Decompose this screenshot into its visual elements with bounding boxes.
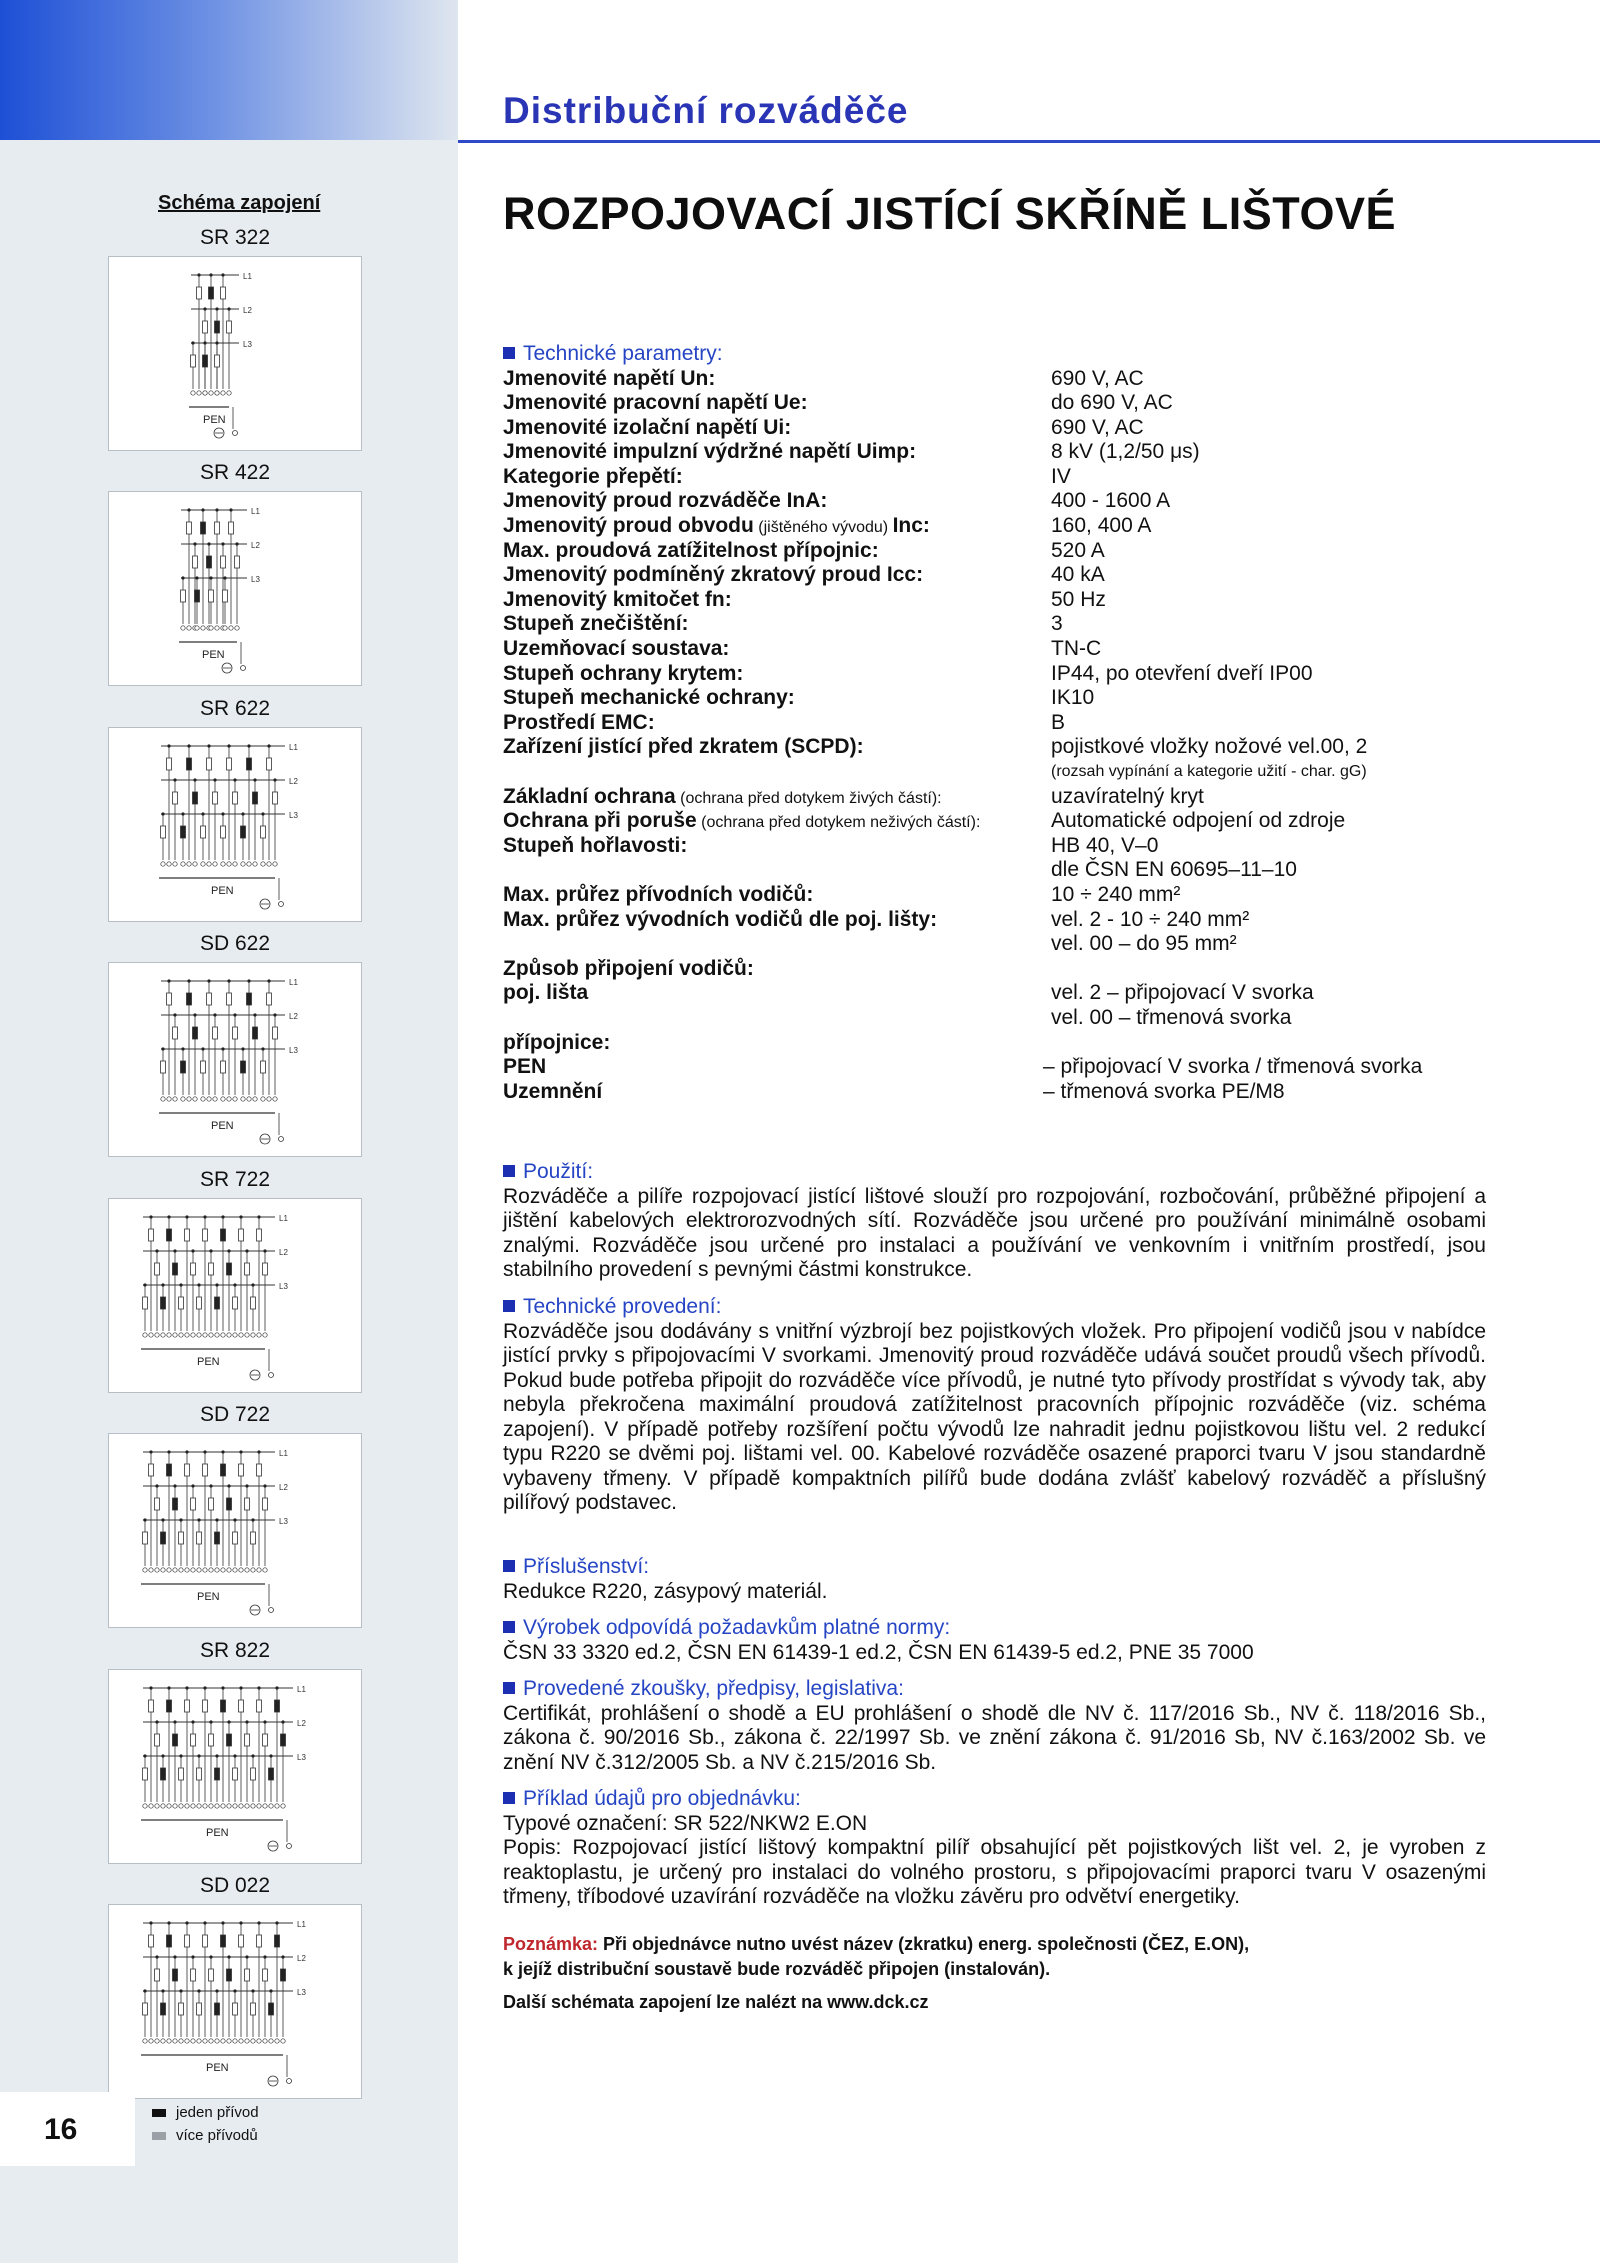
- header-rule: [458, 140, 1600, 143]
- parameter-row: [503, 588, 1553, 613]
- parameters-table: [503, 367, 1553, 1105]
- parameter-row: [503, 711, 1553, 736]
- parameter-value: 50 Hz: [1051, 587, 1106, 611]
- line-label: L3: [289, 1046, 298, 1055]
- pen-label: PEN: [197, 1591, 220, 1603]
- parameter-label: Stupeň mechanické ochrany:: [503, 686, 795, 710]
- parameter-value: vel. 00 – třmenová svorka: [1051, 1005, 1292, 1029]
- section-priklad: [503, 1787, 1486, 1910]
- line-label: L2: [297, 1719, 306, 1728]
- parameter-row: [503, 735, 1553, 760]
- parameter-label: Uzemnění: [503, 1079, 603, 1103]
- schema-name: SR 422: [199, 461, 271, 484]
- section-heading: Technické provedení:: [503, 1295, 1486, 1320]
- parameter-value: (rozsah vypínání a kategorie užití - char. gG): [1051, 763, 1367, 780]
- parameter-value: IP44, po otevření dveří IP00: [1051, 661, 1313, 685]
- parameter-label: Prostředí EMC:: [503, 710, 655, 734]
- parameter-value: – třmenová svorka PE/M8: [1043, 1079, 1285, 1103]
- parameter-row: [503, 809, 1553, 834]
- line-label: L1: [243, 272, 252, 281]
- line-label: L1: [279, 1214, 288, 1223]
- parameters-heading: Technické parametry:: [503, 342, 1553, 367]
- legend-swatch-single: [152, 2109, 166, 2117]
- parameter-value: IV: [1051, 464, 1071, 488]
- parameter-row: [503, 1031, 1553, 1056]
- parameter-value: vel. 2 – připojovací V svorka: [1051, 981, 1314, 1005]
- line-label: L3: [279, 1517, 288, 1526]
- line-label: L1: [297, 1920, 306, 1929]
- section-text: Certifikát, prohlášení o shodě a EU prohlášení o shodě dle NV č. 117/2016 Sb., NV č. 118/2016 Sb., zákona č. 90/2016 Sb., zákona č. 22/1997 Sb. ve znění zákona č. 91/2016 Sb, NV č.163/2002 Sb. ve znění NV č.312/2005 Sb. a NV č.215/2016 Sb.: [503, 1701, 1486, 1774]
- parameter-value: – připojovací V svorka / třmenová svorka: [1043, 1055, 1423, 1079]
- pen-label: PEN: [211, 1120, 234, 1132]
- bullet-square-icon: [503, 1682, 515, 1694]
- parameter-row: [503, 612, 1553, 637]
- parameter-value: Automatické odpojení od zdroje: [1051, 809, 1346, 833]
- wiring-diagram-svg: [109, 257, 361, 450]
- parameter-value: do 690 V, AC: [1051, 391, 1173, 415]
- line-label: L2: [279, 1483, 288, 1492]
- line-label: L3: [279, 1282, 288, 1291]
- parameter-label: přípojnice:: [503, 1030, 611, 1054]
- section-text: Popis: Rozpojovací jistící lištový kompaktní pilíř obsahující pět pojistkových lišt vel. 2, je vyroben z reaktoplastu, je určený pro instalaci do volného prostoru, s připojovacími praporci tvaru V osazenými třmeny, tříbodové uzavírání rozváděče na vložku závěru pro odvětví energetiky.: [503, 1836, 1486, 1908]
- technical-parameters: [503, 342, 1553, 1104]
- parameter-label: PEN: [503, 1055, 547, 1079]
- parameter-value: 160, 400 A: [1051, 514, 1152, 538]
- line-label: L3: [243, 340, 252, 349]
- wiring-diagram: [108, 256, 362, 451]
- section-heading: Příklad údajů pro objednávku:: [503, 1787, 1486, 1812]
- line-label: L2: [289, 777, 298, 786]
- line-label: L2: [289, 1012, 298, 1021]
- parameter-value: HB 40, V–0: [1051, 833, 1159, 857]
- wiring-diagram-svg: [109, 1199, 361, 1392]
- line-label: L3: [289, 811, 298, 820]
- line-label: L1: [251, 507, 260, 516]
- parameter-row: [503, 686, 1553, 711]
- parameter-value: TN-C: [1051, 637, 1102, 661]
- parameter-label: Stupeň hořlavosti:: [503, 833, 688, 857]
- legend-label: jeden přívod: [176, 2104, 259, 2121]
- line-label: L3: [297, 1753, 306, 1762]
- wiring-diagram-svg: [109, 1905, 361, 2098]
- parameter-value: dle ČSN EN 60695–11–10: [1051, 858, 1297, 882]
- parameter-label: Základní ochrana (ochrana před dotykem živých částí):: [503, 784, 942, 808]
- parameter-label: Stupeň ochrany krytem:: [503, 661, 744, 685]
- line-label: L2: [251, 541, 260, 550]
- parameter-row: [503, 883, 1553, 908]
- bullet-square-icon: [503, 1560, 515, 1572]
- note-line: Při objednávce nutno uvést název (zkratku) energ. společnosti (ČEZ, E.ON),: [598, 1934, 1250, 1954]
- pen-label: PEN: [211, 885, 234, 897]
- parameter-row: [503, 416, 1553, 441]
- parameter-value: 10 ÷ 240 mm²: [1051, 882, 1181, 906]
- header-gradient-bar: [0, 0, 458, 140]
- parameter-row: [503, 539, 1553, 564]
- section-text: ČSN 33 3320 ed.2, ČSN EN 61439-1 ed.2, ČSN EN 61439-5 ed.2, PNE 35 7000: [503, 1640, 1254, 1664]
- legend-item-single: [152, 2104, 259, 2121]
- parameter-row: [503, 1006, 1553, 1031]
- parameter-row: [503, 563, 1553, 588]
- wiring-diagram-svg: [109, 1434, 361, 1627]
- parameter-value: 8 kV (1,2/50 μs): [1051, 440, 1200, 464]
- wiring-diagram: [108, 962, 362, 1157]
- wiring-diagram: [108, 727, 362, 922]
- parameter-label: Jmenovité napětí Un:: [503, 366, 716, 390]
- parameter-label: Uzemňovací soustava:: [503, 637, 730, 661]
- parameter-label: poj. lišta: [503, 981, 589, 1005]
- line-label: L2: [279, 1248, 288, 1257]
- parameter-row: [503, 391, 1553, 416]
- wiring-diagram: [108, 491, 362, 686]
- parameter-row: [503, 785, 1553, 810]
- website-note: Další schémata zapojení lze nalézt na www.dck.cz: [503, 1992, 929, 2012]
- line-label: L3: [297, 1988, 306, 1997]
- wiring-diagram-svg: [109, 728, 361, 921]
- section-title: Distribuční rozváděče: [503, 90, 909, 131]
- section-text: Rozváděče a pilíře rozpojovací jistící lištové slouží pro rozpojování, rozbočování, průběžné připojení a jištění kabelových elektrorozvodných sítí. Rozváděče jsou určené pro používání minimálně osobami znalými. Rozváděče jsou určené pro instalaci a používání ve venkovním i vnitřním prostředí, jsou stabilního provedení s pevnými částmi konstrukce.: [503, 1184, 1486, 1281]
- parameter-label: Jmenovité impulzní výdržné napětí Uimp:: [503, 440, 917, 464]
- parameter-row: [503, 834, 1553, 859]
- parameter-value: pojistkové vložky nožové vel.00, 2: [1051, 735, 1368, 759]
- parameter-row: [503, 367, 1553, 392]
- parameter-row: [503, 465, 1553, 490]
- parameter-value: B: [1051, 710, 1066, 734]
- section-heading: Použití:: [503, 1160, 1486, 1185]
- legend-label: více přívodů: [176, 2127, 258, 2144]
- line-label: L2: [297, 1954, 306, 1963]
- pen-label: PEN: [203, 414, 226, 426]
- wiring-diagram-svg: [109, 492, 361, 685]
- schema-name: SD 022: [199, 1874, 271, 1897]
- line-label: L1: [289, 743, 298, 752]
- parameter-label: Max. průřez přívodních vodičů:: [503, 882, 814, 906]
- wiring-diagram: [108, 1669, 362, 1864]
- parameter-row: [503, 637, 1553, 662]
- parameter-value: 690 V, AC: [1051, 415, 1144, 439]
- parameter-label: Stupeň znečištění:: [503, 612, 689, 636]
- bullet-square-icon: [503, 1165, 515, 1177]
- wiring-diagram-svg: [109, 963, 361, 1156]
- parameter-row: [503, 981, 1553, 1006]
- bullet-square-icon: [503, 1300, 515, 1312]
- order-type-line: Typové označení: SR 522/NKW2 E.ON: [503, 1811, 868, 1835]
- parameter-label: Jmenovitý proud rozváděče InA:: [503, 489, 828, 513]
- parameter-row: [503, 514, 1553, 539]
- parameter-value: 40 kA: [1051, 563, 1105, 587]
- section-heading: Příslušenství:: [503, 1555, 1486, 1580]
- section-heading: Výrobek odpovídá požadavkům platné normy:: [503, 1616, 1486, 1641]
- parameter-label: Jmenovité izolační napětí Ui:: [503, 415, 792, 439]
- parameter-label: Max. průřez vývodních vodičů dle poj. lišty:: [503, 907, 938, 931]
- parameter-value: vel. 00 – do 95 mm²: [1051, 932, 1237, 956]
- section-text: Redukce R220, zásypový materiál.: [503, 1579, 828, 1603]
- parameter-row: [503, 489, 1553, 514]
- bullet-square-icon: [503, 1621, 515, 1633]
- line-label: L2: [243, 306, 252, 315]
- parameter-row: [503, 957, 1553, 982]
- parameter-value: IK10: [1051, 686, 1095, 710]
- schema-name: SR 322: [199, 226, 271, 249]
- wiring-diagram: [108, 1904, 362, 2099]
- section-normy: [503, 1616, 1486, 1665]
- pen-label: PEN: [197, 1356, 220, 1368]
- section-zkousky: [503, 1677, 1486, 1775]
- parameter-label: Jmenovité pracovní napětí Ue:: [503, 391, 808, 415]
- parameter-label: Kategorie přepětí:: [503, 464, 683, 488]
- line-label: L1: [297, 1685, 306, 1694]
- parameter-value: 400 - 1600 A: [1051, 489, 1171, 513]
- pen-label: PEN: [206, 2062, 229, 2074]
- note-label: Poznámka:: [503, 1934, 599, 1954]
- bullet-square-icon: [503, 347, 515, 359]
- parameter-label: Jmenovitý proud obvodu (jištěného vývodu) Inc:: [503, 514, 930, 538]
- bullet-square-icon: [503, 1792, 515, 1804]
- schema-name: SD 622: [199, 932, 271, 955]
- parameter-label: Jmenovitý podmíněný zkratový proud Icc:: [503, 563, 924, 587]
- section-heading: Provedené zkoušky, předpisy, legislativa:: [503, 1677, 1486, 1702]
- pen-label: PEN: [206, 1827, 229, 1839]
- section-prislusenstvi: [503, 1555, 1486, 1604]
- parameter-value: 690 V, AC: [1051, 366, 1144, 390]
- legend-item-multiple: [152, 2127, 258, 2144]
- note-line: k jejíž distribuční soustavě bude rozváděč připojen (instalován).: [503, 1959, 1051, 1979]
- parameter-label: Způsob připojení vodičů:: [503, 956, 754, 980]
- order-note: [503, 1932, 1249, 2015]
- parameter-label: Ochrana při poruše (ochrana před dotykem neživých částí):: [503, 809, 981, 833]
- page-title: ROZPOJOVACÍ JISTÍCÍ SKŘÍNĚ LIŠTOVÉ: [503, 188, 1396, 239]
- schema-name: SR 722: [199, 1168, 271, 1191]
- parameter-label: Jmenovitý kmitočet fn:: [503, 587, 732, 611]
- parameter-row: [503, 440, 1553, 465]
- parameter-value: uzavíratelný kryt: [1051, 784, 1204, 808]
- parameter-row: [503, 908, 1553, 933]
- section-provedeni: [503, 1295, 1486, 1516]
- section-pouziti: [503, 1160, 1486, 1283]
- line-label: L3: [251, 575, 260, 584]
- wiring-diagram: [108, 1433, 362, 1628]
- legend-swatch-multiple: [152, 2132, 166, 2140]
- parameter-row: [503, 932, 1553, 957]
- wiring-diagram-svg: [109, 1670, 361, 1863]
- parameter-value: 3: [1051, 612, 1063, 636]
- page-number: 16: [44, 2113, 78, 2146]
- schema-name: SR 622: [199, 697, 271, 720]
- parameter-label: Zařízení jistící před zkratem (SCPD):: [503, 735, 864, 759]
- parameter-row: [503, 858, 1553, 883]
- parameter-row: [503, 1080, 1553, 1105]
- schema-name: SD 722: [199, 1403, 271, 1426]
- schema-name: SR 822: [199, 1639, 271, 1662]
- parameter-row: [503, 662, 1553, 687]
- parameter-row: [503, 760, 1553, 785]
- line-label: L1: [289, 978, 298, 987]
- schema-heading: Schéma zapojení: [158, 192, 321, 214]
- parameter-row: [503, 1055, 1553, 1080]
- section-text: Rozváděče jsou dodávány s vnitřní výzbrojí bez pojistkových vložek. Pro připojení vodičů jsou v nabídce jistící prvky s připojovacími V svorkami. Jmenovitý proud rozváděče udává součet proudů všech přívodů. Pokud bude potřeba připojit do rozváděče více přívodů, je nutné tyto přívody prostřídat s vývody tak, aby nebyla překročena maximální proudová zatížitelnost pracovních přípojnic rozváděče (viz. schéma zapojení). V případě potřeby rozšíření počtu vývodů lze nahradit jednu pojistkovou lištu vel. 2 redukcí typu R220 se dvěmi poj. lištami vel. 00. Kabelové rozváděče osazené praporci tvaru V jsou standardně vybaveny třmeny. V případě kompaktních pilířů bude dodána zvlášť kabelový rozváděč a příslušný pilířový podstavec.: [503, 1319, 1486, 1514]
- parameter-value: vel. 2 - 10 ÷ 240 mm²: [1051, 907, 1250, 931]
- line-label: L1: [279, 1449, 288, 1458]
- parameter-value: 520 A: [1051, 538, 1105, 562]
- pen-label: PEN: [202, 649, 225, 661]
- wiring-diagram: [108, 1198, 362, 1393]
- parameter-label: Max. proudová zatížitelnost přípojnic:: [503, 538, 879, 562]
